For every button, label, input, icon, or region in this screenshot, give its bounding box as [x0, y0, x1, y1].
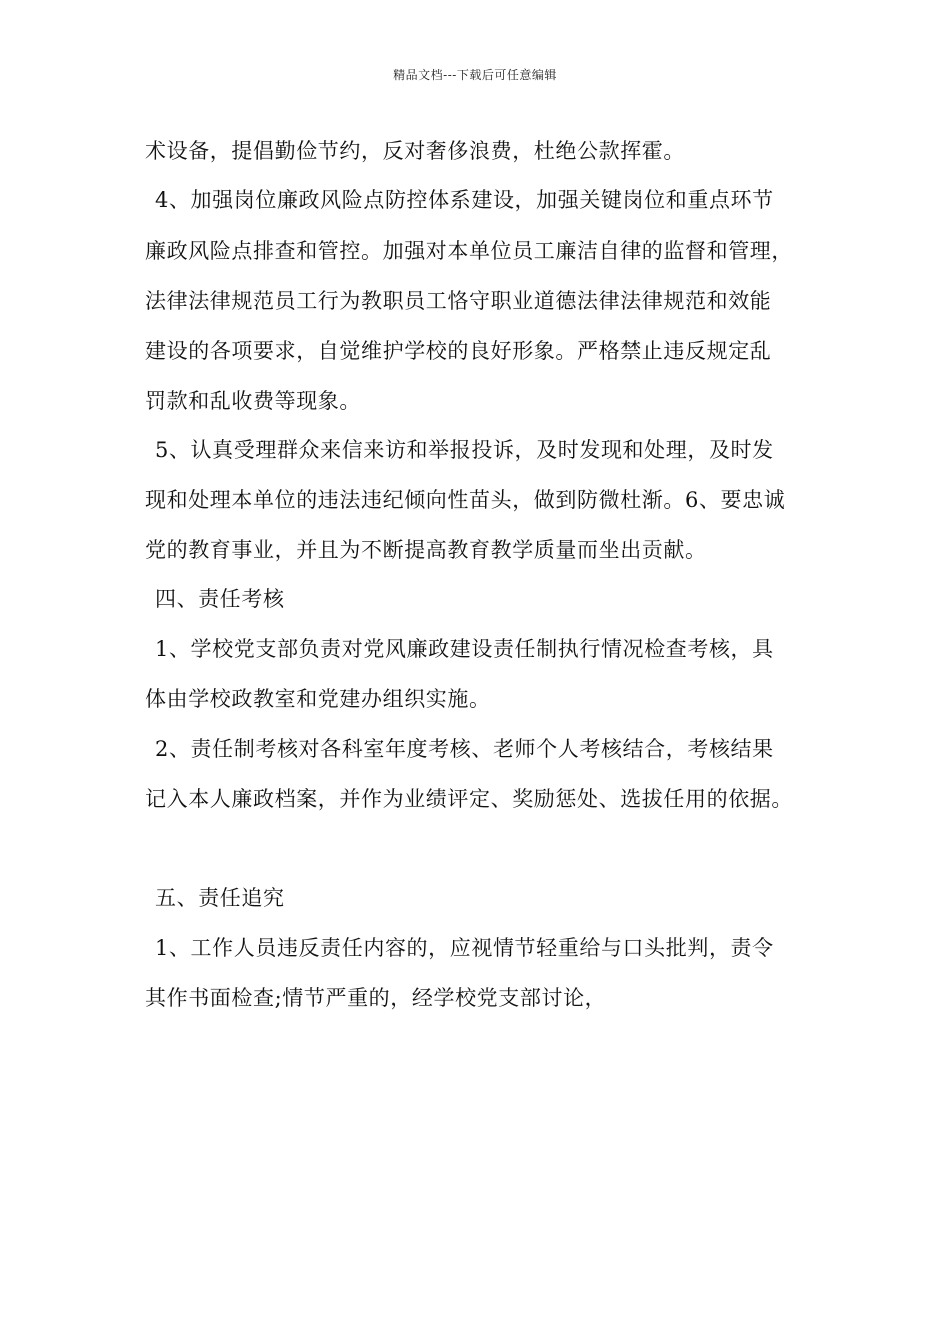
body-line: 记入本人廉政档案，并作为业绩评定、奖励惩处、选拔任用的依据。 [145, 787, 793, 811]
body-line: 罚款和乱收费等现象。 [145, 389, 361, 413]
body-line: 党的教育事业，并且为不断提高教育教学质量而坐出贡献。 [145, 538, 707, 562]
body-line: 现和处理本单位的违法违纪倾向性苗头，做到防微杜渐。6、要忠诚 [145, 488, 786, 512]
section-heading: 五、责任追究 [155, 886, 285, 910]
body-line: 术设备，提倡勤俭节约，反对奢侈浪费，杜绝公款挥霍。 [145, 139, 685, 163]
body-line: 体由学校政教室和党建办组织实施。 [145, 687, 491, 711]
body-line: 建设的各项要求，自觉维护学校的良好形象。严格禁止违反规定乱 [145, 339, 772, 363]
page-header: 精品文档---下载后可任意编辑 [393, 68, 557, 82]
body-line: 4、加强岗位廉政风险点防控体系建设，加强关键岗位和重点环节 [155, 188, 774, 212]
body-line: 1、学校党支部负责对党风廉政建设责任制执行情况检查考核，具 [155, 637, 774, 661]
body-line: 2、责任制考核对各科室年度考核、老师个人考核结合，考核结果 [155, 737, 774, 761]
section-heading: 四、责任考核 [155, 587, 285, 611]
body-line: 其作书面检查;情节严重的，经学校党支部讨论， [145, 986, 607, 1010]
body-line: 廉政风险点排查和管控。加强对本单位员工廉洁自律的监督和管理， [145, 239, 793, 263]
body-line: 法律法律规范员工行为教职员工恪守职业道德法律法律规范和效能 [145, 289, 772, 313]
body-line: 1、工作人员违反责任内容的，应视情节轻重给与口头批判，责令 [155, 936, 774, 960]
body-line: 5、认真受理群众来信来访和举报投诉，及时发现和处理，及时发 [155, 438, 774, 462]
